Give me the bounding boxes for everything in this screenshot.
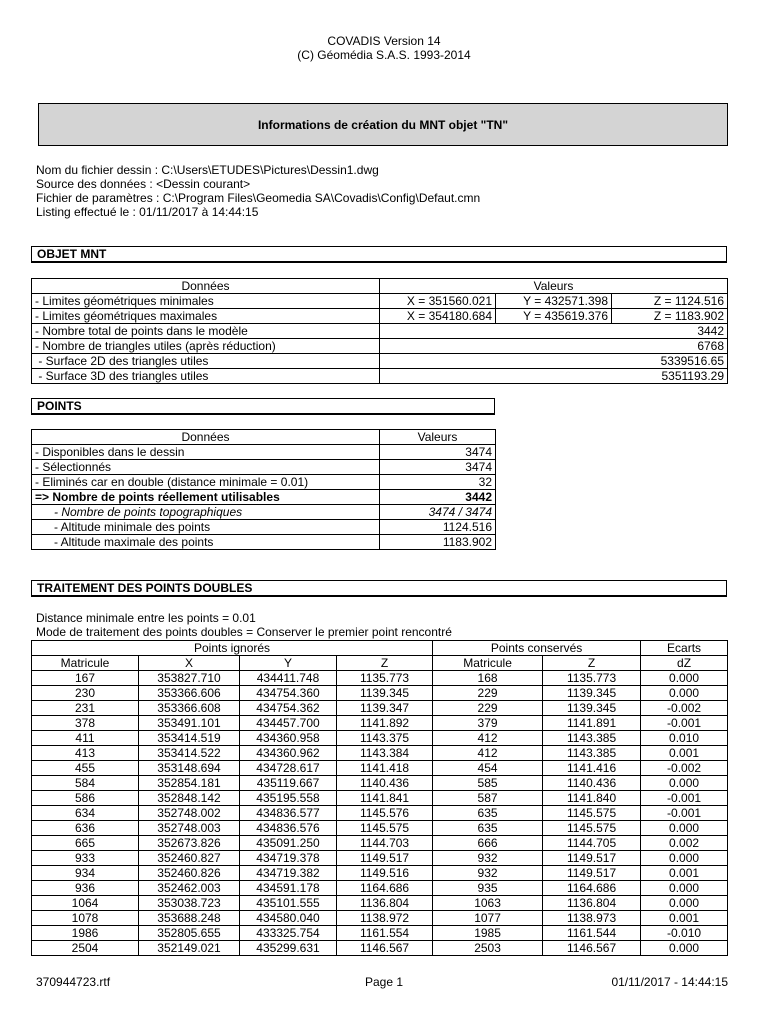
cell-y: 435195.558 — [240, 791, 337, 806]
row-label: - Sélectionnés — [32, 460, 380, 475]
listing-date: Listing effectué le : 01/11/2017 à 14:44:15 — [36, 205, 259, 219]
cell-matricule-kept: 2503 — [433, 941, 543, 956]
col-dz: dZ — [641, 656, 728, 671]
cell-z-kept: 1139.345 — [543, 686, 641, 701]
row-value: 1183.902 — [380, 535, 496, 550]
cell-y: 434754.362 — [240, 701, 337, 716]
table-header-row — [32, 430, 496, 445]
cell-y: 435101.555 — [240, 896, 337, 911]
cell-z-kept: 1144.705 — [543, 836, 641, 851]
cell-dz: -0.001 — [641, 806, 728, 821]
limit-y: Y = 432571.398 — [496, 294, 612, 309]
parameter-file: Fichier de paramètres : C:\Program Files\Geomedia SA\Covadis\Config\Defaut.cmn — [36, 191, 481, 205]
cell-x: 352748.002 — [139, 806, 240, 821]
cell-matricule: 936 — [32, 881, 139, 896]
cell-z: 1146.567 — [337, 941, 433, 956]
row-value: 3474 — [380, 460, 496, 475]
cell-dz: -0.002 — [641, 761, 728, 776]
cell-matricule-kept: 1985 — [433, 926, 543, 941]
row-value: 3474 / 3474 — [380, 505, 496, 520]
table-row — [32, 761, 728, 776]
cell-matricule: 934 — [32, 866, 139, 881]
min-distance: Distance minimale entre les points = 0.01 — [36, 611, 256, 625]
cell-z-kept: 1135.773 — [543, 671, 641, 686]
cell-y: 434719.382 — [240, 866, 337, 881]
cell-matricule: 584 — [32, 776, 139, 791]
row-label: - Nombre total de points dans le modèle — [32, 324, 380, 339]
cell-z: 1143.375 — [337, 731, 433, 746]
cell-z-kept: 1145.575 — [543, 821, 641, 836]
table-row — [32, 294, 728, 309]
row-label: - Surface 3D des triangles utiles — [32, 369, 380, 384]
cell-z-kept: 1161.544 — [543, 926, 641, 941]
cell-matricule-kept: 412 — [433, 746, 543, 761]
cell-z: 1143.384 — [337, 746, 433, 761]
col-z: Z — [337, 656, 433, 671]
column-header-row — [32, 656, 728, 671]
row-value: 5339516.65 — [380, 354, 728, 369]
table-row — [32, 505, 496, 520]
group-header-row — [32, 641, 728, 656]
report-title: Informations de création du MNT objet "TN" — [257, 117, 509, 132]
cell-z-kept: 1164.686 — [543, 881, 641, 896]
cell-x: 353366.608 — [139, 701, 240, 716]
cell-matricule: 231 — [32, 701, 139, 716]
cell-matricule: 586 — [32, 791, 139, 806]
cell-dz: 0.000 — [641, 881, 728, 896]
cell-y: 435091.250 — [240, 836, 337, 851]
cell-y: 434360.962 — [240, 746, 337, 761]
row-value: 32 — [380, 475, 496, 490]
table-row — [32, 309, 728, 324]
section-objet-mnt — [31, 246, 727, 263]
table-row — [32, 731, 728, 746]
row-label: - Nombre de points topographiques — [32, 505, 380, 520]
row-label: - Disponibles dans le dessin — [32, 445, 380, 460]
table-row — [32, 460, 496, 475]
cell-matricule: 1064 — [32, 896, 139, 911]
row-value: 3442 — [380, 490, 496, 505]
cell-dz: -0.001 — [641, 791, 728, 806]
cell-x: 353038.723 — [139, 896, 240, 911]
row-value: 6768 — [380, 339, 728, 354]
cell-x: 353148.694 — [139, 761, 240, 776]
cell-x: 352462.003 — [139, 881, 240, 896]
cell-x: 352149.021 — [139, 941, 240, 956]
table-row — [32, 701, 728, 716]
table-row — [32, 716, 728, 731]
cell-z-kept: 1136.804 — [543, 896, 641, 911]
cell-x: 352460.827 — [139, 851, 240, 866]
row-label: => Nombre de points réellement utilisables — [32, 490, 380, 505]
data-source: Source des données : <Dessin courant> — [36, 177, 251, 191]
cell-matricule: 2504 — [32, 941, 139, 956]
table-row — [32, 324, 728, 339]
cell-z: 1161.554 — [337, 926, 433, 941]
col-z-kept: Z — [543, 656, 641, 671]
cell-dz: -0.010 — [641, 926, 728, 941]
cell-y: 434836.577 — [240, 806, 337, 821]
cell-matricule-kept: 229 — [433, 701, 543, 716]
cell-matricule: 1078 — [32, 911, 139, 926]
group-gaps: Ecarts — [641, 641, 728, 656]
row-label: - Nombre de triangles utiles (après réduction) — [32, 339, 380, 354]
cell-z-kept: 1141.840 — [543, 791, 641, 806]
cell-y: 433325.754 — [240, 926, 337, 941]
table-row — [32, 520, 496, 535]
software-header — [0, 34, 768, 62]
table-row — [32, 881, 728, 896]
row-label: - Altitude minimale des points — [32, 520, 380, 535]
section-doubles — [31, 580, 727, 597]
cell-z: 1149.516 — [337, 866, 433, 881]
cell-matricule-kept: 635 — [433, 806, 543, 821]
cell-y: 434580.040 — [240, 911, 337, 926]
section-points — [31, 398, 495, 415]
table-row — [32, 445, 496, 460]
group-kept: Points conservés — [433, 641, 641, 656]
table-row — [32, 746, 728, 761]
section-title: POINTS — [37, 399, 82, 413]
doubles-table — [31, 640, 728, 956]
cell-dz: -0.001 — [641, 716, 728, 731]
table-row — [32, 671, 728, 686]
cell-matricule-kept: 935 — [433, 881, 543, 896]
cell-z-kept: 1139.345 — [543, 701, 641, 716]
cell-matricule: 378 — [32, 716, 139, 731]
cell-x: 352748.003 — [139, 821, 240, 836]
cell-z: 1141.892 — [337, 716, 433, 731]
cell-matricule-kept: 454 — [433, 761, 543, 776]
table-row — [32, 911, 728, 926]
cell-x: 353414.519 — [139, 731, 240, 746]
cell-y: 434836.576 — [240, 821, 337, 836]
table-row — [32, 836, 728, 851]
table-row — [32, 806, 728, 821]
limit-z: Z = 1124.516 — [612, 294, 728, 309]
cell-matricule-kept: 168 — [433, 671, 543, 686]
cell-dz: 0.000 — [641, 821, 728, 836]
cell-matricule: 933 — [32, 851, 139, 866]
cell-z-kept: 1146.567 — [543, 941, 641, 956]
cell-x: 353366.606 — [139, 686, 240, 701]
col-y: Y — [240, 656, 337, 671]
table-row — [32, 896, 728, 911]
cell-matricule: 230 — [32, 686, 139, 701]
table-row — [32, 821, 728, 836]
row-label: - Altitude maximale des points — [32, 535, 380, 550]
cell-dz: 0.000 — [641, 776, 728, 791]
table-row — [32, 369, 728, 384]
row-value: 5351193.29 — [380, 369, 728, 384]
section-title: TRAITEMENT DES POINTS DOUBLES — [37, 581, 253, 595]
cell-matricule: 665 — [32, 836, 139, 851]
table-row — [32, 941, 728, 956]
table-row — [32, 354, 728, 369]
cell-dz: 0.000 — [641, 671, 728, 686]
cell-dz: 0.000 — [641, 686, 728, 701]
col-matricule: Matricule — [32, 656, 139, 671]
cell-matricule: 634 — [32, 806, 139, 821]
table-row — [32, 926, 728, 941]
cell-z: 1149.517 — [337, 851, 433, 866]
cell-z-kept: 1141.416 — [543, 761, 641, 776]
cell-x: 352854.181 — [139, 776, 240, 791]
table-row — [32, 475, 496, 490]
cell-dz: 0.000 — [641, 896, 728, 911]
col-valeurs: Valeurs — [380, 430, 496, 445]
cell-z: 1135.773 — [337, 671, 433, 686]
row-label: - Limites géométriques minimales — [32, 294, 380, 309]
cell-matricule-kept: 379 — [433, 716, 543, 731]
cell-z: 1164.686 — [337, 881, 433, 896]
cell-y: 434719.378 — [240, 851, 337, 866]
cell-matricule: 411 — [32, 731, 139, 746]
cell-y: 434411.748 — [240, 671, 337, 686]
cell-dz: 0.001 — [641, 866, 728, 881]
cell-x: 352805.655 — [139, 926, 240, 941]
cell-dz: 0.001 — [641, 746, 728, 761]
file-info — [36, 163, 480, 219]
row-label: - Surface 2D des triangles utiles — [32, 354, 380, 369]
cell-y: 435119.667 — [240, 776, 337, 791]
row-value: 3474 — [380, 445, 496, 460]
cell-y: 434728.617 — [240, 761, 337, 776]
cell-dz: 0.010 — [641, 731, 728, 746]
cell-z-kept: 1141.891 — [543, 716, 641, 731]
cell-z-kept: 1143.385 — [543, 731, 641, 746]
cell-z: 1145.576 — [337, 806, 433, 821]
cell-x: 353827.710 — [139, 671, 240, 686]
footer-date: 01/11/2017 - 14:44:15 — [611, 975, 728, 989]
footer-page: Page 1 — [364, 975, 404, 989]
table-header-row — [32, 279, 728, 294]
cell-y: 434754.360 — [240, 686, 337, 701]
cell-z-kept: 1143.385 — [543, 746, 641, 761]
cell-y: 434591.178 — [240, 881, 337, 896]
cell-x: 352848.142 — [139, 791, 240, 806]
software-version: COVADIS Version 14 — [327, 34, 441, 48]
cell-z: 1144.703 — [337, 836, 433, 851]
limit-z: Z = 1183.902 — [612, 309, 728, 324]
cell-x: 353688.248 — [139, 911, 240, 926]
cell-matricule: 636 — [32, 821, 139, 836]
cell-x: 353491.101 — [139, 716, 240, 731]
cell-matricule-kept: 932 — [433, 851, 543, 866]
col-x: X — [139, 656, 240, 671]
cell-z-kept: 1145.575 — [543, 806, 641, 821]
cell-matricule: 455 — [32, 761, 139, 776]
cell-dz: -0.002 — [641, 701, 728, 716]
limit-x: X = 354180.684 — [380, 309, 496, 324]
table-row — [32, 535, 496, 550]
cell-z: 1139.345 — [337, 686, 433, 701]
treatment-mode: Mode de traitement des points doubles = Conserver le premier point rencontré — [36, 625, 452, 639]
row-label: - Limites géométriques maximales — [32, 309, 380, 324]
table-row — [32, 866, 728, 881]
cell-y: 434457.700 — [240, 716, 337, 731]
cell-z: 1140.436 — [337, 776, 433, 791]
cell-z: 1136.804 — [337, 896, 433, 911]
group-ignored: Points ignorés — [32, 641, 433, 656]
footer-file: 370944723.rtf — [36, 975, 111, 989]
section-title: OBJET MNT — [37, 247, 107, 261]
cell-dz: 0.000 — [641, 941, 728, 956]
row-value: 1124.516 — [380, 520, 496, 535]
col-donnees: Données — [32, 430, 380, 445]
cell-z: 1145.575 — [337, 821, 433, 836]
row-value: 3442 — [380, 324, 728, 339]
cell-z: 1141.418 — [337, 761, 433, 776]
cell-matricule-kept: 412 — [433, 731, 543, 746]
report-title-banner — [38, 103, 728, 146]
cell-z-kept: 1149.517 — [543, 866, 641, 881]
col-donnees: Données — [32, 279, 380, 294]
row-label: - Eliminés car en double (distance minimale = 0.01) — [32, 475, 380, 490]
cell-z-kept: 1138.973 — [543, 911, 641, 926]
cell-z-kept: 1140.436 — [543, 776, 641, 791]
col-matricule-kept: Matricule — [433, 656, 543, 671]
table-row — [32, 490, 496, 505]
cell-matricule-kept: 932 — [433, 866, 543, 881]
cell-matricule-kept: 666 — [433, 836, 543, 851]
col-valeurs: Valeurs — [380, 279, 728, 294]
cell-matricule: 167 — [32, 671, 139, 686]
table-row — [32, 776, 728, 791]
cell-x: 352460.826 — [139, 866, 240, 881]
cell-x: 353414.522 — [139, 746, 240, 761]
cell-matricule-kept: 585 — [433, 776, 543, 791]
doubles-table-body — [32, 671, 728, 956]
limit-y: Y = 435619.376 — [496, 309, 612, 324]
table-row — [32, 686, 728, 701]
cell-x: 352673.826 — [139, 836, 240, 851]
cell-matricule-kept: 229 — [433, 686, 543, 701]
cell-z-kept: 1149.517 — [543, 851, 641, 866]
cell-z: 1139.347 — [337, 701, 433, 716]
cell-matricule: 1986 — [32, 926, 139, 941]
objet-mnt-table — [31, 278, 728, 384]
cell-dz: 0.001 — [641, 911, 728, 926]
cell-dz: 0.002 — [641, 836, 728, 851]
table-row — [32, 339, 728, 354]
cell-matricule-kept: 635 — [433, 821, 543, 836]
cell-y: 435299.631 — [240, 941, 337, 956]
cell-matricule-kept: 1063 — [433, 896, 543, 911]
table-row — [32, 851, 728, 866]
cell-dz: 0.000 — [641, 851, 728, 866]
drawing-file-name: Nom du fichier dessin : C:\Users\ETUDES\Pictures\Dessin1.dwg — [36, 163, 379, 177]
limit-x: X = 351560.021 — [380, 294, 496, 309]
cell-z: 1138.972 — [337, 911, 433, 926]
copyright: (C) Géomédia S.A.S. 1993-2014 — [297, 48, 471, 62]
cell-matricule-kept: 1077 — [433, 911, 543, 926]
table-row — [32, 791, 728, 806]
cell-z: 1141.841 — [337, 791, 433, 806]
cell-matricule: 413 — [32, 746, 139, 761]
points-table — [31, 429, 496, 550]
cell-matricule-kept: 587 — [433, 791, 543, 806]
cell-y: 434360.958 — [240, 731, 337, 746]
